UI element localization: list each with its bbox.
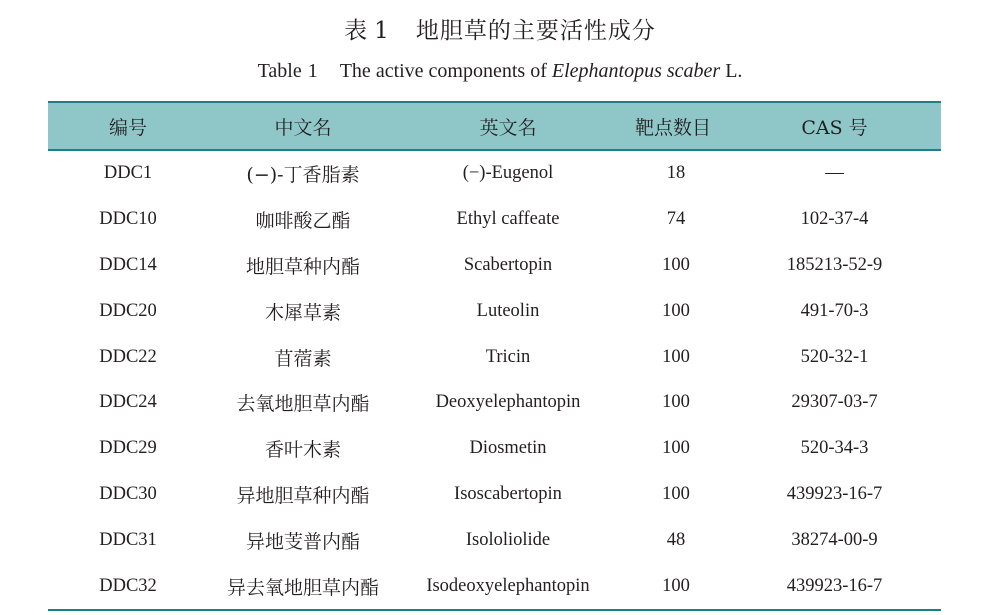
cell-target-count: 100 <box>662 254 690 275</box>
cell-cas-number: 520-32-1 <box>800 346 869 367</box>
caption-cn-number: 1 <box>374 18 390 44</box>
cell-target-count: 100 <box>618 563 728 610</box>
cell-id: DDC14 <box>99 254 157 275</box>
table-row <box>48 197 941 243</box>
cell-chinese-name: 苜蓿素 <box>274 347 332 370</box>
caption-en-text: The active components of <box>339 60 552 82</box>
cell-id: DDC32 <box>48 563 208 610</box>
cell-cas-number: 520-34-3 <box>800 438 869 459</box>
table-caption-chinese <box>0 12 1000 45</box>
cell-target-count: 100 <box>662 392 690 413</box>
cell-cas-number: 29307-03-7 <box>791 392 878 413</box>
table-row <box>48 150 941 197</box>
caption-en-suffix: L. <box>720 60 743 82</box>
cell-chinese-name: 咖啡酸乙酯 <box>255 210 351 233</box>
cell-cas-number: 439923-16-7 <box>786 483 883 504</box>
table-row <box>48 563 941 610</box>
cell-id: DDC31 <box>99 529 157 550</box>
cell-english-name: Tricin <box>485 346 531 367</box>
cell-english-name: Diosmetin <box>469 438 547 459</box>
cell-chinese-name: 去氧地胆草内酯 <box>236 393 370 416</box>
cell-cas-number: 38274-00-9 <box>791 529 878 550</box>
cell-id: DDC1 <box>103 163 153 184</box>
cell-english-name: Scabertopin <box>463 254 553 275</box>
cell-target-count: 100 <box>662 438 690 459</box>
components-table <box>48 101 941 611</box>
cell-english-name: (−)-Eugenol <box>462 163 554 184</box>
cell-chinese-name: 异地胆草种内酯 <box>236 484 370 507</box>
cell-target-count: 74 <box>666 209 686 230</box>
table-row <box>48 472 941 518</box>
cell-target-count: 18 <box>666 163 686 184</box>
cell-id: DDC30 <box>99 483 157 504</box>
cell-chinese-name: 木犀草素 <box>264 301 341 324</box>
cell-cas-number: — <box>825 163 844 184</box>
cell-target-count: 100 <box>662 346 690 367</box>
table-row <box>48 288 941 334</box>
table-row <box>48 517 941 563</box>
caption-en-species: Elephantopus scaber <box>551 60 721 82</box>
cell-id: DDC22 <box>99 346 157 367</box>
cell-english-name: Ethyl caffeate <box>456 209 560 230</box>
table-body <box>48 150 941 610</box>
caption-en-number: 1 <box>307 60 318 82</box>
header-english-name: 英文名 <box>398 102 618 150</box>
cell-chinese-name: 香叶木素 <box>264 439 341 462</box>
cell-cas-number: 439923-16-7 <box>728 563 941 610</box>
cell-cas-number: 102-37-4 <box>800 209 869 230</box>
cell-english-name: Isololiolide <box>465 529 551 550</box>
table-row <box>48 426 941 472</box>
cell-english-name: Isodeoxyelephantopin <box>398 563 618 610</box>
table-row <box>48 380 941 426</box>
cell-cas-number: 491-70-3 <box>800 300 869 321</box>
cell-target-count: 48 <box>666 529 686 550</box>
header-id: 编号 <box>48 102 208 150</box>
caption-cn-label: 表 <box>344 18 369 44</box>
header-target-count: 靶点数目 <box>618 102 728 150</box>
caption-en-label: Table <box>257 60 302 82</box>
header-cas-number: CAS 号 <box>728 102 941 150</box>
cell-cas-number: 185213-52-9 <box>786 254 883 275</box>
components-table-wrapper <box>48 101 941 611</box>
cell-english-name: Luteolin <box>476 300 540 321</box>
table-row <box>48 243 941 289</box>
cell-english-name: Isoscabertopin <box>454 483 562 504</box>
cell-id: DDC24 <box>99 392 157 413</box>
cell-target-count: 100 <box>662 300 690 321</box>
table-caption-english <box>0 60 1000 83</box>
cell-chinese-name: 地胆草种内酯 <box>245 255 360 278</box>
cell-chinese-name: 异地芰普内酯 <box>245 530 360 553</box>
cell-english-name: Deoxyelephantopin <box>435 392 581 413</box>
header-chinese-name: 中文名 <box>208 102 398 150</box>
cell-chinese-name: 异去氧地胆草内酯 <box>208 563 398 610</box>
table-row <box>48 334 941 380</box>
cell-id: DDC29 <box>99 438 157 459</box>
cell-target-count: 100 <box>662 483 690 504</box>
cell-id: DDC10 <box>99 209 157 230</box>
table-header-row <box>48 102 941 150</box>
caption-cn-text: 地胆草的主要活性成分 <box>415 18 656 44</box>
cell-chinese-name: (−)-丁香脂素 <box>246 164 360 187</box>
cell-id: DDC20 <box>99 300 157 321</box>
